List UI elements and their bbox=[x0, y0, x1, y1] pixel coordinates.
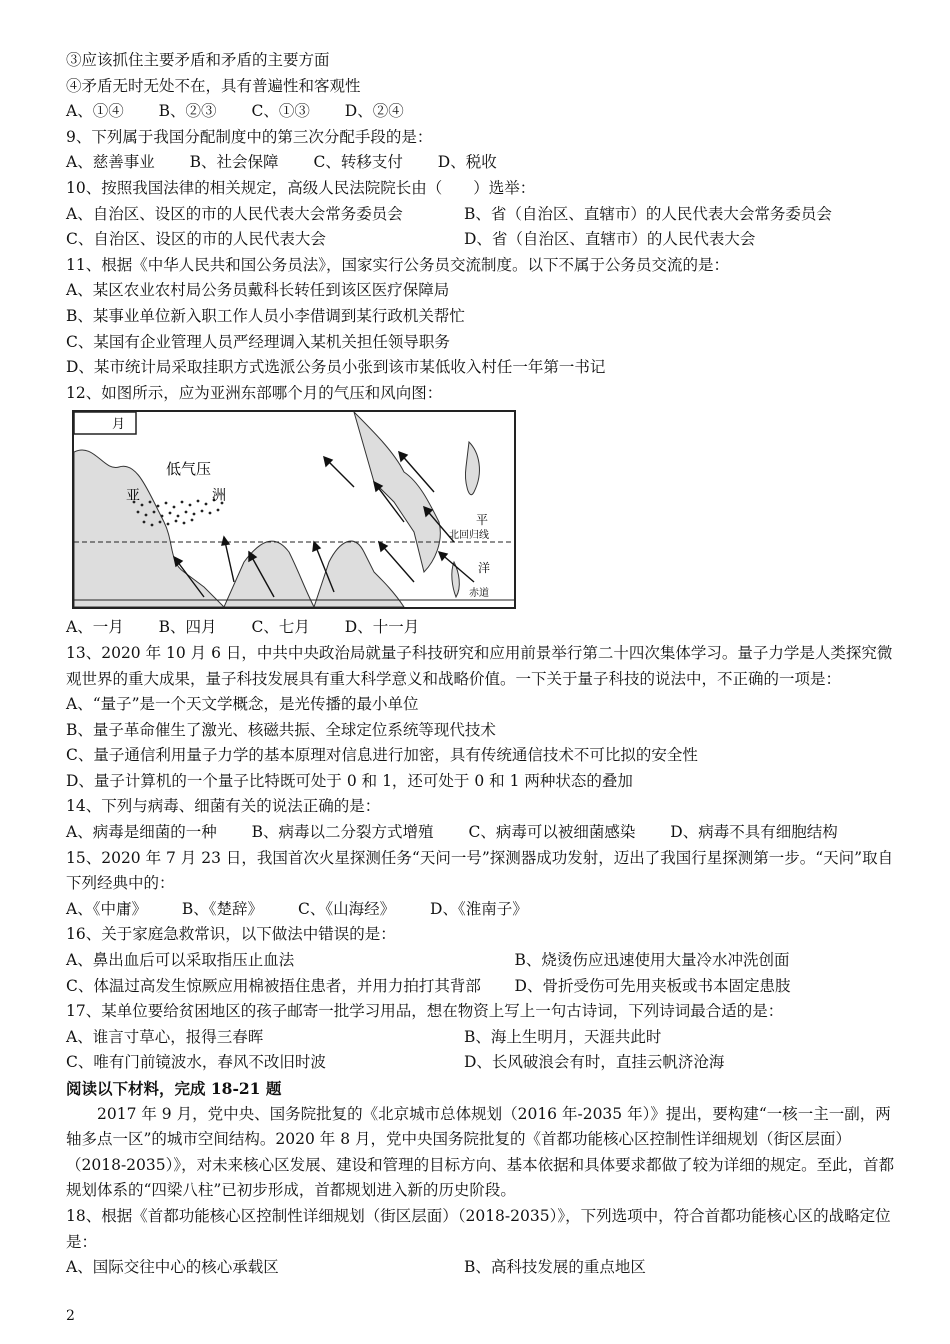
q15-options bbox=[66, 897, 896, 923]
q17-options-cd bbox=[66, 1050, 896, 1076]
q10-options-ab bbox=[66, 202, 896, 228]
option-c: C、七月 bbox=[251, 618, 310, 637]
q9-stem: 9、下列属于我国分配制度中的第三次分配手段的是： bbox=[66, 127, 433, 146]
q15-stem: 15、2020 年 7 月 23 日，我国首次火星探测任务“天问一号”探测器成功发射，迈出了我国行星探测第一步。“天问”取自下列经典中的： bbox=[66, 848, 894, 893]
option-d: D、骨折受伤可先用夹板或书本固定患肢 bbox=[514, 976, 791, 995]
option-a: A、谁言寸草心，报得三春晖 bbox=[66, 1027, 264, 1046]
option-d: D、十一月 bbox=[344, 618, 420, 637]
option-c: C、转移支付 bbox=[313, 153, 403, 172]
q14-options bbox=[66, 820, 896, 846]
q9-options bbox=[66, 150, 896, 176]
option-b: B、《楚辞》 bbox=[181, 899, 264, 918]
q10-stem: 10、按照我国法律的相关规定，高级人民法院院长由（ ）选举： bbox=[66, 178, 536, 197]
option-b: B、社会保障 bbox=[189, 153, 279, 172]
q16-options-ab bbox=[66, 948, 896, 974]
asia-pressure-wind-map bbox=[72, 410, 516, 609]
japan-islands bbox=[466, 442, 480, 495]
q11-option-b: B、某事业单位新入职工作人员小李借调到某行政机关帮忙 bbox=[66, 306, 465, 325]
option-b: B、②③ bbox=[158, 102, 217, 121]
east-coast bbox=[354, 412, 440, 572]
exam-page bbox=[66, 48, 896, 1281]
page-number: 2 bbox=[66, 1308, 75, 1324]
reading-passage: 2017 年 9 月，党中央、国务院批复的《北京城市总体规划（2016 年-2035 年）》提出，要构建“一核一主一副，两轴多点一区”的城市空间结构。2020 年 8 月，党中央国务院批复的《首都功能核心区控制性详细规划（街区层面）（2018-2035）》，对未来核心区发展、建设和管理的目标方向、基本依据和具体要求都做了较为详细的规定。至此，首都规划体系的“四梁八柱”已初步形成，首都规划进入新的历史阶段。 bbox=[66, 1104, 895, 1200]
option-d: D、省（自治区、直辖市）的人民代表大会 bbox=[464, 230, 756, 249]
option-c: C、《山海经》 bbox=[297, 899, 396, 918]
option-c: C、体温过高发生惊厥应用棉被捂住患者，并用力拍打其背部 bbox=[66, 976, 481, 995]
option-c: C、病毒可以被细菌感染 bbox=[468, 823, 636, 842]
option-b: B、烧烫伤应迅速使用大量冷水冲洗创面 bbox=[514, 951, 790, 970]
statement-4: ④矛盾无时无处不在，具有普遍性和客观性 bbox=[66, 76, 361, 95]
month-label: 月 bbox=[112, 417, 126, 433]
q18-options-ab bbox=[66, 1255, 896, 1281]
option-c: C、①③ bbox=[251, 102, 310, 121]
pacific-label: 平 bbox=[476, 513, 489, 528]
option-c: C、唯有门前镜波水，春风不改旧时波 bbox=[66, 1053, 326, 1072]
q11-option-c: C、某国有企业管理人员严经理调入某机关担任领导职务 bbox=[66, 332, 450, 351]
option-a: A、①④ bbox=[66, 102, 124, 121]
month-box bbox=[74, 412, 136, 434]
q13-option-c: C、量子通信利用量子力学的基本原理对信息进行加密，具有传统通信技术不可比拟的安全性 bbox=[66, 746, 698, 765]
q11-option-a: A、某区农业农村局公务员戴科长转任到该区医疗保障局 bbox=[66, 281, 450, 300]
option-a: A、《中庸》 bbox=[66, 899, 147, 918]
q12-stem: 12、如图所示，应为亚洲东部哪个月的气压和风向图： bbox=[66, 383, 443, 402]
ocean-label: 洋 bbox=[478, 561, 491, 576]
asia-label-1: 亚 bbox=[126, 488, 140, 505]
option-a: A、慈善事业 bbox=[66, 153, 155, 172]
option-b: B、高科技发展的重点地区 bbox=[464, 1258, 646, 1277]
equator-label: 赤道 bbox=[469, 588, 489, 600]
q13-option-b: B、量子革命催生了激光、核磁共振、全球定位系统等现代技术 bbox=[66, 720, 496, 739]
tropic-label: 北回归线 bbox=[449, 530, 489, 542]
option-d: D、税收 bbox=[437, 153, 497, 172]
option-a: A、一月 bbox=[66, 618, 124, 637]
q18-stem: 18、根据《首都功能核心区控制性详细规划（街区层面）（2018-2035）》，下列选项中，符合首都功能核心区的战略定位是： bbox=[66, 1206, 891, 1251]
option-b: B、四月 bbox=[158, 618, 217, 637]
low-pressure-label: 低气压 bbox=[166, 460, 212, 479]
option-d: D、②④ bbox=[344, 102, 404, 121]
option-a: A、国际交往中心的核心承载区 bbox=[66, 1258, 279, 1277]
option-b: B、省（自治区、直辖市）的人民代表大会常务委员会 bbox=[464, 204, 832, 223]
section-title: 阅读以下材料，完成 18-21 题 bbox=[66, 1079, 282, 1098]
q13-option-d: D、量子计算机的一个量子比特既可处于 0 和 1，还可处于 0 和 1 两种状态的叠加 bbox=[66, 771, 633, 790]
option-c: C、自治区、设区的市的人民代表大会 bbox=[66, 230, 326, 249]
q8-options bbox=[66, 99, 896, 125]
option-d: D、长风破浪会有时，直挂云帆济沧海 bbox=[464, 1053, 725, 1072]
option-a: A、鼻出血后可以采取指压止血法 bbox=[66, 951, 295, 970]
asia-label-2: 洲 bbox=[212, 488, 226, 505]
option-b: B、海上生明月，天涯共此时 bbox=[464, 1027, 662, 1046]
q16-stem: 16、关于家庭急救常识，以下做法中错误的是： bbox=[66, 925, 396, 944]
q16-options-cd bbox=[66, 974, 896, 1000]
q13-stem: 13、2020 年 10 月 6 日，中共中央政治局就量子科技研究和应用前景举行第二十四次集体学习。量子力学是人类探究微观世界的重大成果，量子科技发展具有重大科学意义和战略价值。一下关于量子科技的说法中，不正确的一项是： bbox=[66, 643, 893, 688]
q14-stem: 14、下列与病毒、细菌有关的说法正确的是： bbox=[66, 797, 381, 816]
philippines bbox=[452, 562, 460, 597]
option-a: A、病毒是细菌的一种 bbox=[66, 823, 217, 842]
india-landmass bbox=[224, 541, 314, 607]
option-a: A、自治区、设区的市的人民代表大会常务委员会 bbox=[66, 204, 403, 223]
option-d: D、病毒不具有细胞结构 bbox=[670, 823, 838, 842]
statement-3: ③应该抓住主要矛盾和矛盾的主要方面 bbox=[66, 51, 330, 69]
q17-options-ab bbox=[66, 1025, 896, 1051]
option-b: B、病毒以二分裂方式增殖 bbox=[251, 823, 434, 842]
option-d: D、《淮南子》 bbox=[430, 899, 528, 918]
q10-options-cd bbox=[66, 227, 896, 253]
q12-options bbox=[66, 615, 896, 641]
q11-stem: 11、根据《中华人民共和国公务员法》，国家实行公务员交流制度。以下不属于公务员交流的是： bbox=[66, 255, 729, 274]
q11-option-d: D、某市统计局采取挂职方式选派公务员小张到该市某低收入村任一年第一书记 bbox=[66, 358, 606, 377]
map-svg bbox=[74, 412, 514, 607]
q17-stem: 17、某单位要给贫困地区的孩子邮寄一批学习用品，想在物资上写上一句古诗词，下列诗词最合适的是： bbox=[66, 1002, 784, 1021]
q13-option-a: A、“量子”是一个天文学概念，是光传播的最小单位 bbox=[66, 695, 419, 714]
